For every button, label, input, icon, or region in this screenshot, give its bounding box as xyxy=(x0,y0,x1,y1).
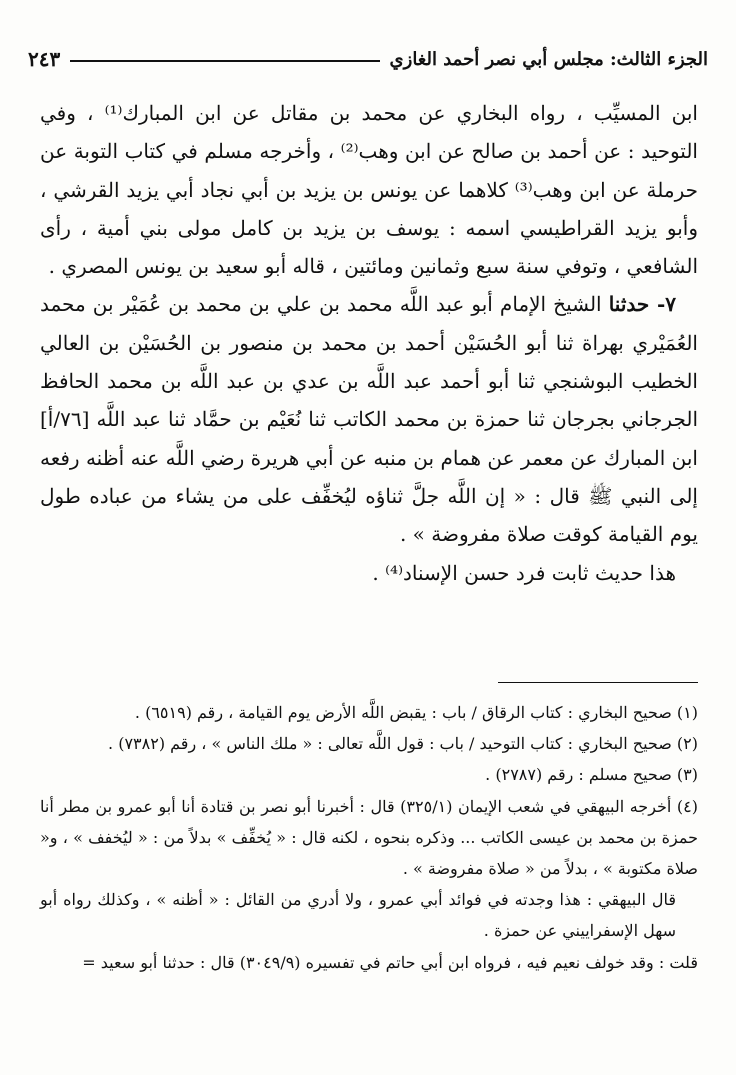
hadith-number-lead: ٧- حدثنا xyxy=(608,292,677,317)
paragraph-3: هذا حديث ثابت فرد حسن الإسناد⁽⁴⁾ . xyxy=(372,560,676,585)
paragraph-2 xyxy=(40,285,698,553)
main-text xyxy=(40,94,698,592)
hadith-text: الشيخ الإمام أبو عبد اللَّه محمد بن علي بن محمد بن عُمَيْر بن محمد العُمَيْري بهراة ثنا أبو الحُسَيْن أحمد بن محمد بن منصور بن الحُسَيْن بن العالي الخطيب البوشنجي ثنا أبو أحمد عبد اللَّه بن عدي بن عبد اللَّه بن محمد الحافظ الجرجاني بجرجان ثنا حمزة بن محمد الكاتب ثنا نُعَيْم بن حمَّاد ثنا عبد اللَّه [٧٦/أ] ابن المبارك عن معمر عن همام بن منبه عن أبي هريرة رضي اللَّه عنه أظنه رفعه إلى النبي ﷺ قال : « إن اللَّه جلَّ ثناؤه ليُخفِّف على من يشاء من عباده طول يوم القيامة كوقت صلاة مفروضة » . xyxy=(40,292,698,547)
footnote-1: (١) صحيح البخاري : كتاب الرقاق / باب : يقبض اللَّه الأرض يوم القيامة ، رقم (٦٥١٩) . xyxy=(134,703,698,722)
footnote-2: (٢) صحيح البخاري : كتاب التوحيد / باب : قول اللَّه تعالى : « ملك الناس » ، رقم (٧٣٨٢) . xyxy=(108,734,698,754)
footnote-4-note: قلت : وقد خولف نعيم فيه ، فرواه ابن أبي حاتم في تفسيره (٣٠٤٩/٩) قال : حدثنا أبو سعيد = xyxy=(82,952,698,972)
footnote-4-continued: قال البيهقي : هذا وجدته في فوائد أبي عمرو ، ولا أدري من القائل : « أظنه » ، وكذلك رواه أبو سهل الإسفراييني عن حمزة . xyxy=(40,890,676,941)
footnote-4: (٤) أخرجه البيهقي في شعب الإيمان (٣٢٥/١) قال : أخبرنا أبو نصر بن قتادة أنا أبو عمرو بن مطر أنا حمزة بن محمد بن عيسى الكاتب ... وذكره بنحوه ، لكنه قال : « يُخفِّف » بدلاً من : « ليُخفف » ، و« صلاة مكتوبة » ، بدلاً من « صلاة مفروضة » . xyxy=(40,796,699,879)
header-rule xyxy=(70,60,379,62)
paragraph-1: ابن المسيِّب ، رواه البخاري عن محمد بن مقاتل عن ابن المبارك⁽¹⁾ ، وفي التوحيد : عن أحمد بن صالح عن ابن وهب⁽²⁾ ، وأخرجه مسلم في كتاب التوبة عن حرملة عن ابن وهب⁽³⁾ كلاهما عن يونس بن يزيد بن أبي نجاد أبي يزيد القرشي ، وأبو يزيد القراطيسي اسمه : يوسف بن يزيد بن كامل مولى بني أمية ، رأى الشافعي ، وتوفي سنة سبع وثمانين ومائتين ، قاله أبو سعيد بن يونس المصري . xyxy=(40,101,698,279)
footnote-separator xyxy=(498,682,698,683)
footnotes xyxy=(40,697,698,978)
running-header xyxy=(28,42,708,76)
header-title: الجزء الثالث: مجلس أبي نصر أحمد الغازي xyxy=(389,48,708,70)
footnote-3: (٣) صحيح مسلم : رقم (٢٧٨٧) . xyxy=(485,765,698,785)
page-number: ٢٤٣ xyxy=(28,47,61,71)
